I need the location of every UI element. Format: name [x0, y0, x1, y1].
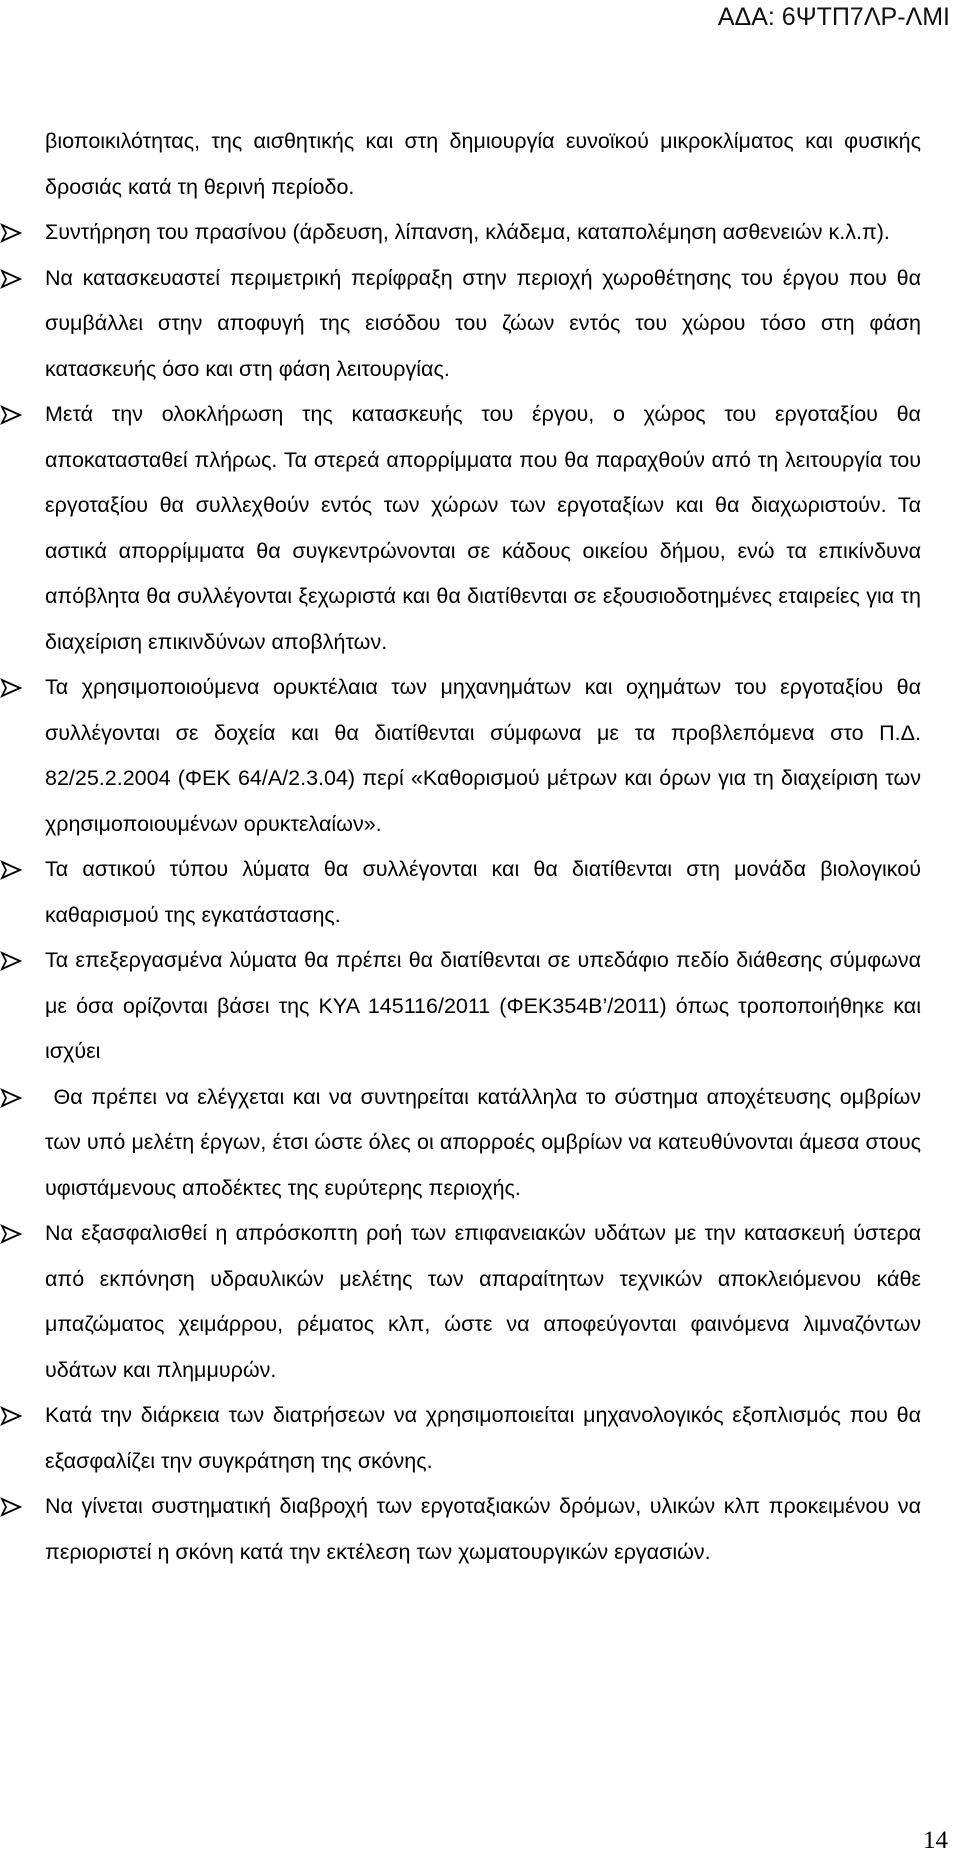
- arrow-bullet-icon: [0, 678, 22, 698]
- list-item-text: Τα επεξεργασμένα λύματα θα πρέπει θα διατίθενται σε υπεδάφιο πεδίο διάθεσης σύμφωνα με όσα ορίζονται βάσει της ΚΥΑ 145116/2011 (ΦΕΚ354Β’/2011) όπως τροποποιήθηκε και ισχύει: [45, 948, 921, 1063]
- list-item-text: Τα χρησιμοποιούμενα ορυκτέλαια των μηχανημάτων και οχημάτων του εργοταξίου θα συλλέγονται σε δοχεία και θα διατίθενται σύμφωνα με τα προβλεπόμενα στο Π.Δ. 82/25.2.2004 (ΦΕΚ 64/Α/2.3.04) περί «Καθορισμού μέτρων και όρων για τη διαχείριση των χρησιμοποιουμένων ορυκτελαίων».: [45, 675, 921, 836]
- list-item: [45, 392, 921, 665]
- arrow-bullet-icon: [0, 1406, 22, 1426]
- list-item-text: Τα αστικού τύπου λύματα θα συλλέγονται και θα διατίθενται στη μονάδα βιολογικού καθαρισμού της εγκατάστασης.: [45, 857, 921, 927]
- arrow-bullet-icon: [0, 1497, 22, 1517]
- list-item-text: Συντήρηση του πρασίνου (άρδευση, λίπανση, κλάδεμα, καταπολέμηση ασθενειών κ.λ.π).: [45, 220, 890, 244]
- arrow-bullet-icon: [0, 860, 22, 880]
- arrow-bullet-icon: [0, 269, 22, 289]
- list-item-text: Κατά την διάρκεια των διατρήσεων να χρησιμοποιείται μηχανολογικός εξοπλισμός που θα εξασφαλίζει την συγκράτηση της σκόνης.: [45, 1403, 921, 1473]
- list-item-text: Θα πρέπει να ελέγχεται και να συντηρείται κατάλληλα το σύστημα αποχέτευσης ομβρίων των υπό μελέτη έργων, έτσι ώστε όλες οι απορροές ομβρίων να κατευθύνονται άμεσα στους υφιστάμενους αποδέκτες της ευρύτερης περιοχής.: [45, 1084, 927, 1200]
- list-item: [45, 1075, 927, 1212]
- list-item: [45, 256, 921, 393]
- list-item: [45, 847, 921, 938]
- ada-code: ΑΔΑ: 6ΨΤΠ7ΛΡ-ΛΜΙ: [717, 3, 950, 31]
- list-item: [45, 938, 921, 1075]
- list-item-text: Να κατασκευαστεί περιμετρική περίφραξη στην περιοχή χωροθέτησης του έργου που θα συμβάλλει στην αποφυγή της εισόδου του ζώων εντός του χώρου τόσο στη φάση κατασκευής όσο και στη φάση λειτουργίας.: [45, 265, 921, 381]
- list-item-text: Μετά την ολοκλήρωση της κατασκευής του έργου, ο χώρος του εργοταξίου θα αποκατασταθεί πλήρως. Τα στερεά απορρίμματα που θα παραχθούν από τη λειτουργία του εργοταξίου θα συλλεχθούν εντός των χώρων των εργοταξίων και θα διαχωριστούν. Τα αστικά απορρίμματα θα συγκεντρώνονται σε κάδους οικείου δήμου, ενώ τα επικίνδυνα απόβλητα θα συλλέγονται ξεχωριστά και θα διατίθενται σε εξουσιοδοτημένες εταιρείες για τη διαχείριση επικινδύνων αποβλήτων.: [45, 402, 921, 654]
- arrow-bullet-icon: [0, 405, 22, 425]
- list-item-text: Να γίνεται συστηματική διαβροχή των εργοταξιακών δρόμων, υλικών κλπ προκειμένου να περιοριστεί η σκόνη κατά την εκτέλεση των χωματουργικών εργασιών.: [45, 1494, 921, 1564]
- list-item-text: Να εξασφαλισθεί η απρόσκοπτη ροή των επιφανειακών υδάτων με την κατασκευή ύστερα από εκπόνηση υδραυλικών μελέτης των απαραίτητων τεχνικών αποκλειόμενου κάθε μπαζώματος χειμάρρου, ρέματος κλπ, ώστε να αποφεύγονται φαινόμενα λιμναζόντων υδάτων και πλημμυρών.: [45, 1221, 921, 1382]
- list-item: [45, 1211, 921, 1393]
- arrow-bullet-icon: [0, 951, 22, 971]
- arrow-bullet-icon: [0, 223, 22, 243]
- list-item: [45, 1393, 921, 1484]
- arrow-bullet-icon: [0, 1224, 22, 1244]
- document-body: [45, 119, 927, 1575]
- intro-paragraph: βιοποικιλότητας, της αισθητικής και στη δημιουργία ευνοϊκού μικροκλίματος και φυσικής δροσιάς κατά τη θερινή περίοδο.: [45, 129, 921, 199]
- arrow-bullet-icon: [0, 1088, 22, 1108]
- list-item: [45, 1484, 921, 1575]
- list-item: [45, 210, 921, 256]
- list-item: [45, 665, 921, 847]
- page-number: 14: [923, 1827, 948, 1854]
